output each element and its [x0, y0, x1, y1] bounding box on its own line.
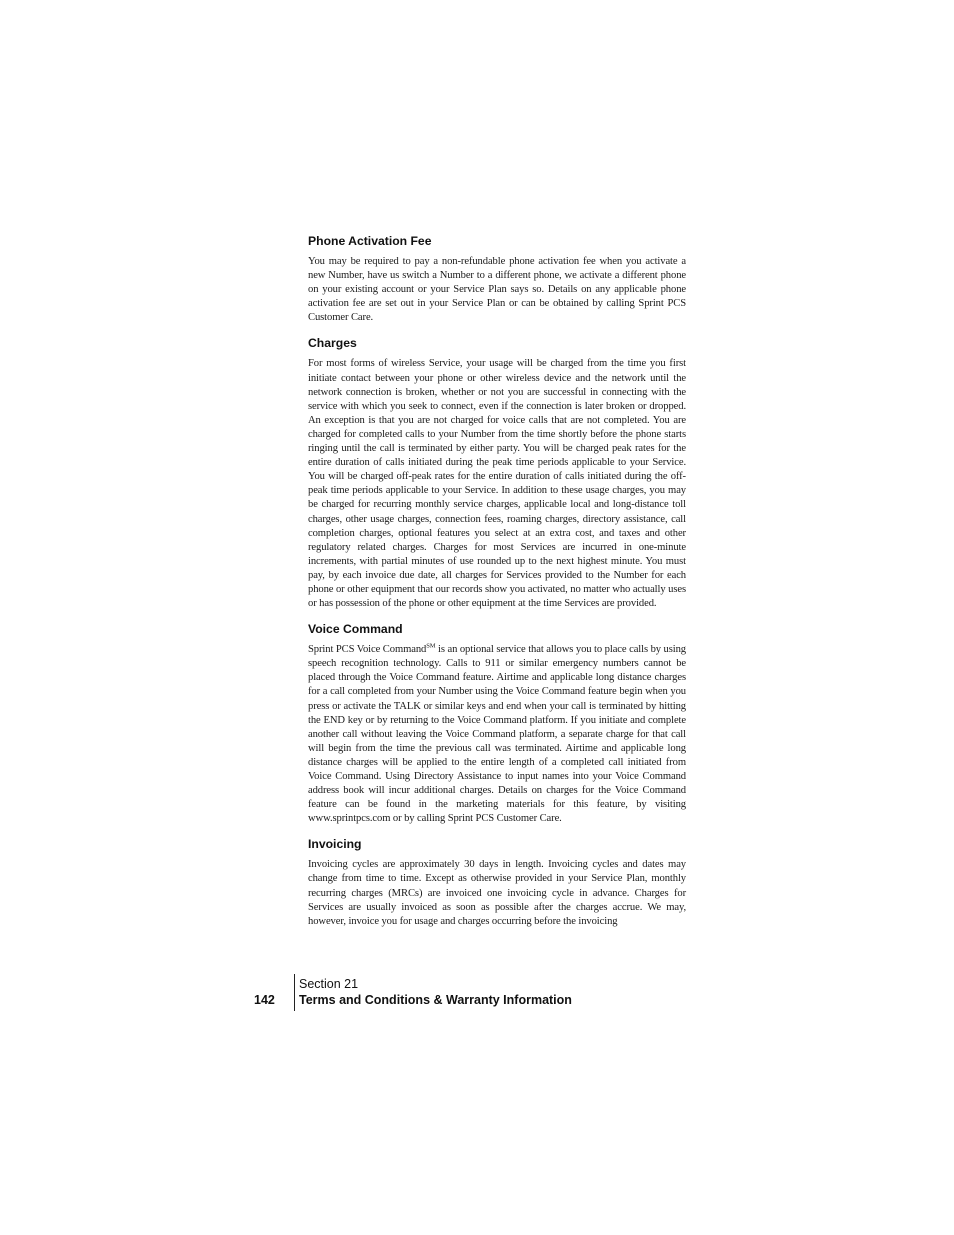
heading-invoicing: Invoicing — [308, 837, 362, 852]
paragraph-voice-command — [308, 643, 686, 826]
paragraph-phone-activation-fee: You may be required to pay a non-refundable phone activation fee when you activate a new Number, have us switch a Number to a different phone, we activate a different phone on your existing account or your Service Plan says so. Details on any applicable phone activation fee are set out in your Service Plan or can be obtained by calling Sprint PCS Customer Care. — [308, 256, 686, 324]
voice-command-lead: Sprint PCS Voice Command — [308, 644, 427, 656]
paragraph-charges: For most forms of wireless Service, your usage will be charged from the time you first initiate contact between your phone or other wireless device and the network until the network connection is broken, whether or not you are successful in connecting with the service with which you seek to connect, even if the connection is later broken or dropped. An exception is that you are not charged for voice calls that are not completed. You are charged for completed calls to your Number from the time shortly before the phone starts ringing until the call is terminated by either party. You will be charged peak rates for the entire duration of calls initiated during the peak time periods applicable to your Service. You will be charged off-peak rates for the entire duration of calls initiated during the off-peak time periods applicable to your Service. In addition to these usage charges, you may be charged for recurring monthly service charges, applicable local and long-distance toll charges, other usage charges, connection fees, roaming charges, directory assistance, call completion charges, optional features you select at an extra cost, and taxes and other regulatory related charges. Charges for most Services are incurred in one-minute increments, with partial minutes of use rounded up to the next highest minute. You must pay, by each invoice due date, all charges for Services provided to the Number for each phone or other equipment that our records show you activated, no matter who actually uses or has possession of the phone or other equipment at the time Services are provided. — [308, 358, 686, 610]
page-footer — [240, 974, 660, 1011]
heading-voice-command: Voice Command — [308, 622, 403, 637]
footer-divider — [294, 974, 295, 1011]
page-number: 142 — [254, 993, 275, 1007]
page-body — [308, 233, 686, 939]
section-label: Section 21 — [299, 977, 359, 991]
paragraph-invoicing: Invoicing cycles are approximately 30 days in length. Invoicing cycles and dates may change from time to time. Except as otherwise provided in your Service Plan, monthly recurring charges (MRCs) are invoiced one invoicing cycle in advance. Charges for Services are usually invoiced as soon as possible after the charges accrue. We may, however, invoice you for usage and charges occurring before the invoicing — [308, 859, 686, 927]
heading-phone-activation-fee: Phone Activation Fee — [308, 234, 432, 248]
service-mark: SM — [426, 642, 436, 650]
voice-command-text: is an optional service that allows you to place calls by using speech recognition technology. Calls to 911 or similar emergency numbers cannot be placed through the Voice Command feature. Airtime and applicable long distance charges for a call completed from your Number using the Voice Command feature begin when you press or activate the TALK or similar keys and end when your call is terminated by hitting the END key or by returning to the Voice Command platform. If you initiate and complete another call without leaving the Voice Command platform, a separate charge for that call will begin from the time the previous call was terminated. Airtime and applicable long distance charges will be applied to the entire length of a completed call initiated from Voice Command. Using Directory Assistance to input names into your Voice Command address book will incur additional charges. Details on charges for the Voice Command feature can be found in the marketing materials for this feature, by visiting www.sprintpcs.com or by calling Sprint PCS Customer Care. — [308, 644, 687, 825]
section-title: Terms and Conditions & Warranty Information — [299, 993, 572, 1007]
heading-charges: Charges — [308, 336, 357, 351]
